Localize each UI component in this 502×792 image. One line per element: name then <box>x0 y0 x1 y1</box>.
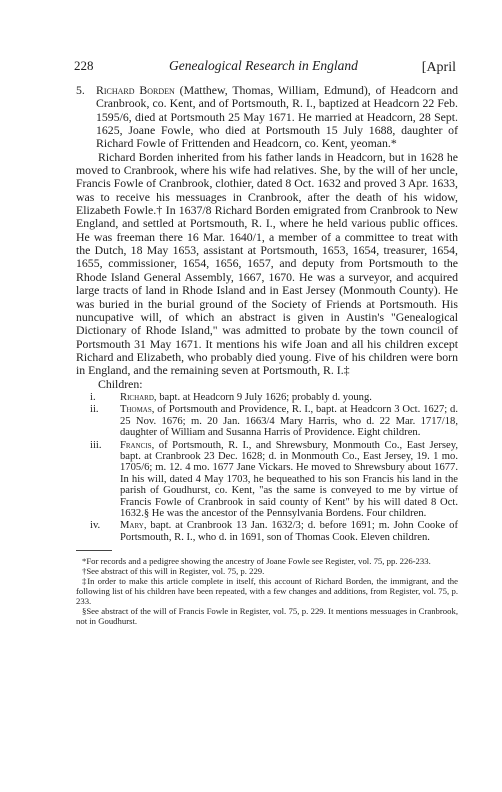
child-numeral: ii. <box>90 404 99 416</box>
footnote: *For records and a pedigree showing the ancestry of Joane Fowle see Register, vol. 75, pp. 226-233. <box>82 556 431 567</box>
page-number: 228 <box>74 58 94 73</box>
footnote-divider <box>76 550 112 551</box>
entry-text: (Matthew, Thomas, William, Edmund), of Headcorn and Cranbrook, co. Kent, and of Portsmouth, R. I., baptized at Headcorn 22 Feb. 1595/6, died at Portsmouth 25 May 1671. He married at Headcorn, 28 Sept. 1625, Joane Fowle, who died at Portsmouth 15 July 1688, daughter of Richard Fowle of Frittenden and Headcorn, co. Kent, yeoman.* <box>96 83 458 151</box>
child-name: Francis <box>120 439 152 451</box>
child-name: Mary <box>120 520 144 532</box>
child-text: , bapt. at Headcorn 9 July 1626; probably d. young. <box>153 391 372 403</box>
child-text: , bapt. at Cranbrook 13 Jan. 1632/3; d. before 1691; m. John Cooke of Portsmouth, R. I., who d. in 1691, son of Thomas Cook. Eleven children. <box>120 520 458 543</box>
running-month: [April <box>421 60 456 75</box>
entry-number: 5. <box>76 83 85 97</box>
footnote: §See abstract of the will of Francis Fowle in Register, vol. 75, p. 229. It mentions messuages in Cranbrook, not in Goudhurst. <box>76 606 458 627</box>
genealogy-entry <box>76 84 458 151</box>
page-header <box>74 56 454 78</box>
footnote: ‡In order to make this article complete in itself, this account of Richard Borden, the immigrant, and the following list of his children have been repeated, with a few changes and additions, from Register, vol. 75, p. 233. <box>76 576 458 607</box>
footnote: †See abstract of this will in Register, vol. 75, p. 229. <box>82 566 265 577</box>
page-body <box>76 84 458 626</box>
child-item <box>76 440 458 520</box>
child-text: , of Portsmouth, R. I., and Shrewsbury, Monmouth Co., East Jersey, bapt. at Cranbrook 23 Dec. 1628; d. in Monmouth Co., East Jersey, 19. 1 mo. 1705/6; m. 12. 4 mo. 1677 Jane Vickars. He moved to Shrewsbury about 1677. In his will, dated 4 May 1703, he bequeathed to his son Francis his land in the parish of Goudhurst, co. Kent, "as the same is conveyed to me by virtue of Francis Fowle of Cranbrook in said county of Kent" by his will dated 8 Oct. 1632.§ He was the ancestor of the Pennsylvania Bordens. Four children. <box>120 439 458 519</box>
biography-paragraph: Richard Borden inherited from his father lands in Headcorn, but in 1628 he moved to Cranbrook, where his wife had relatives. She, by the will of her uncle, Francis Fowle of Cranbrook, clothier, dated 8 Oct. 1632 and proved 3 Apr. 1633, was to receive his messuages in Cranbrook, after the death of his widow, Elizabeth Fowle.† In 1637/8 Richard Borden emigrated from Cranbrook to New England, and settled at Portsmouth, R. I., where he held various public offices. He was freeman there 16 Mar. 1640/1, a member of a committee to treat with the Dutch, 18 May 1653, assistant at Portsmouth, 1653, 1654, treasurer, 1654, 1655, commissioner, 1654, 1656, 1657, and deputy from Portsmouth to the Rhode Island General Assembly, 1667, 1670. He was a surveyor, and acquired large tracts of land in Rhode Island and in East Jersey (Monmouth County). He was buried in the burial ground of the Society of Friends at Portsmouth. His nuncupative will, of which an abstract is given in Austin's "Genealogical Dictionary of Rhode Island," was admitted to probate by the town council of Portsmouth 31 May 1671. It mentions his wife Joan and all his children except Richard and Elizabeth, who probably died young. Five of his children were born in England, and the remaining seven at Portsmouth, R. I.‡ <box>76 149 458 378</box>
child-item <box>76 404 458 438</box>
child-text: , of Portsmouth and Providence, R. I., bapt. at Headcorn 3 Oct. 1627; d. 25 Nov. 1676; m. 20 Jan. 1663/4 Mary Harris, who d. 22 Mar. 1717/18, daughter of William and Susanna Harris of Providence. Eight children. <box>120 404 458 439</box>
child-numeral: i. <box>90 391 96 403</box>
children-list <box>76 392 458 543</box>
child-name: Richard <box>120 391 154 403</box>
child-numeral: iii. <box>90 439 102 451</box>
child-numeral: iv. <box>90 520 101 532</box>
entry-name: Richard Borden <box>96 83 175 97</box>
child-name: Thomas <box>120 404 152 416</box>
footnotes <box>76 556 458 626</box>
running-title: Genealogical Research in England <box>169 58 358 73</box>
child-item <box>76 392 458 403</box>
children-label: Children: <box>98 376 143 391</box>
child-item <box>76 520 458 543</box>
